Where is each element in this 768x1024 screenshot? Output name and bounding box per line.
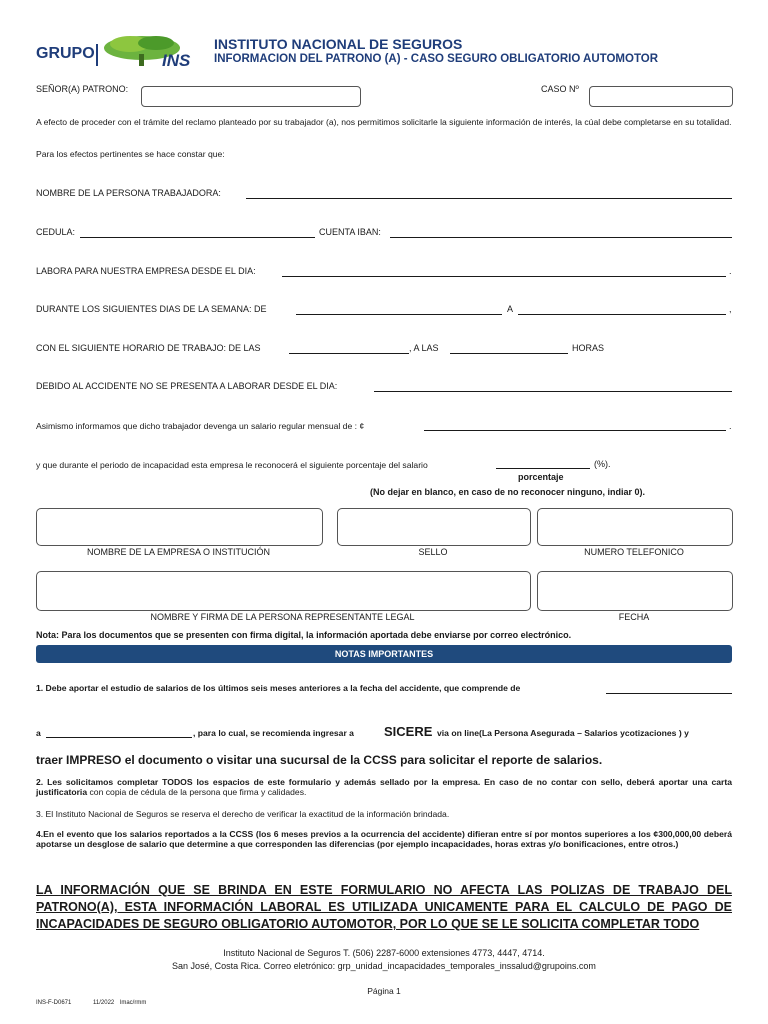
porcentaje-caption: porcentaje	[518, 472, 564, 482]
fecha-box[interactable]	[537, 571, 733, 611]
dias-label: DURANTE LOS SIGUIENTES DIAS DE LA SEMANA: DE	[36, 304, 267, 314]
notas-importantes-header: NOTAS IMPORTANTES	[36, 645, 732, 663]
firma-box[interactable]	[36, 571, 531, 611]
dias-comma: ,	[729, 304, 732, 314]
caso-label: CASO Nº	[541, 84, 579, 94]
firma-label: NOMBRE Y FIRMA DE LA PERSONA REPRESENTANTE LEGAL	[150, 612, 415, 622]
header-subtitle: INFORMACION DEL PATRONO (A) - CASO SEGURO OBLIGATORIO AUTOMOTOR	[214, 53, 659, 65]
no-blanco-note: (No dejar en blanco, en caso de no reconocer ninguno, indiar 0).	[370, 487, 646, 497]
cedula-label: CEDULA:	[36, 227, 76, 237]
horario-alas-label: , A LAS	[409, 343, 439, 353]
salario-label: Asimismo informamos que dicho trabajador devenga un salario regular mensual de : ¢	[36, 421, 365, 431]
note-4: 4.En el evento que los salarios reportados a la CCSS (los 6 meses previos a la ocurrencia del accidente) difieran entre sí por montos superiores a los ¢300,000,00 deberá apotarse un desglose de salario que determine a que corresponden las diferencias (por ejemplo incapacidades, horas extras y/o bonificaciones, entre otros.)	[36, 829, 732, 849]
labora-period: .	[729, 266, 732, 276]
nombre-label: NOMBRE DE LA PERSONA TRABAJADORA:	[36, 188, 221, 198]
caso-field[interactable]	[589, 86, 733, 107]
note-1-desde-field[interactable]	[606, 683, 732, 694]
nombre-field[interactable]	[246, 188, 732, 199]
iban-label: CUENTA IBAN:	[319, 227, 381, 237]
labora-label: LABORA PARA NUESTRA EMPRESA DESDE EL DIA:	[36, 266, 256, 276]
iban-field[interactable]	[390, 227, 732, 238]
header-title: INSTITUTO NACIONAL DE SEGUROS	[214, 36, 463, 52]
horario-label: CON EL SIGUIENTE HORARIO DE TRABAJO: DE LAS	[36, 343, 261, 353]
ins-logo-text: INS	[162, 51, 191, 70]
sello-label: SELLO	[418, 547, 448, 557]
telefono-label: NUMERO TELEFONICO	[584, 547, 684, 557]
fecha-label: FECHA	[618, 612, 650, 622]
patrono-field[interactable]	[141, 86, 361, 107]
dias-a-label: A	[507, 304, 514, 314]
sello-box[interactable]	[337, 508, 531, 546]
note-1-line-3: traer IMPRESO el documento o visitar una sucursal de la CCSS para solicitar el reporte de salarios.	[36, 753, 603, 767]
note-3: 3. El Instituto Nacional de Seguros se reserva el derecho de verificar la exactitud de la información brindada.	[36, 809, 450, 819]
porcentaje-field[interactable]	[496, 458, 590, 469]
accidente-field[interactable]	[374, 381, 732, 392]
empresa-label: NOMBRE DE LA EMPRESA O INSTITUCIÓN	[86, 547, 271, 557]
note-1-mid: , para lo cual, se recomienda ingresar a	[193, 728, 354, 738]
intro-text: A efecto de proceder con el trámite del reclamo planteado por su trabajador (a), nos permitimos solicitarle la siguiente información de interés, la cúal debe completarse en su totalidad.	[36, 117, 732, 127]
nota-digital: Nota: Para los documentos que se presenten con firma digital, la información aportada debe enviarse por correo electrónico.	[36, 630, 572, 640]
disclaimer: LA INFORMACIÓN QUE SE BRINDA EN ESTE FORMULARIO NO AFECTA LAS POLIZAS DE TRABAJO DEL PATRONO(A), ESTA INFORMACIÓN LABORAL ES UTILIZADA UNICAMENTE PARA EL CALCULO DE PAGO DE INCAPACIDADES DE SEGURO OBLIGATORIO AUTOMOTOR, POR LO QUE SE LE SOLICITA COMPLETAR TODO	[36, 883, 732, 931]
footer-line-1: Instituto Nacional de Seguros T. (506) 2287-6000 extensiones 4773, 4447, 4714.	[223, 948, 545, 958]
note-1-end: via on line(La Persona Asegurada – Salarios ycotizaciones ) y	[437, 728, 689, 738]
horario-hasta-field[interactable]	[450, 343, 568, 354]
porcentaje-text: y que durante el periodo de incapacidad esta empresa le reconocerá el siguiente porcentaje del salario	[36, 460, 428, 470]
telefono-box[interactable]	[537, 508, 733, 546]
horario-desde-field[interactable]	[289, 343, 409, 354]
note-1-a: a	[36, 728, 41, 738]
form-code: INS-F-D0671	[36, 1000, 72, 1006]
form-initials: lmac/rmm	[120, 1000, 147, 1006]
form-date: 11/2022	[93, 1000, 115, 1006]
empresa-box[interactable]	[36, 508, 323, 546]
note-1-line-1: 1. Debe aportar el estudio de salarios de los últimos seis meses anteriores a la fecha del accidente, que comprende de	[36, 683, 521, 693]
porcentaje-unit: (%).	[594, 459, 611, 469]
cedula-field[interactable]	[80, 227, 315, 238]
note-2-bold: 2. Les solicitamos completar TODOS los espacios de este formulario y además sellado por la empresa. En caso de no contar con sello, deberá aportar una carta justificatoria	[36, 777, 732, 797]
constar-text: Para los efectos pertinentes se hace constar que:	[36, 149, 225, 159]
grupo-label: GRUPO	[36, 45, 95, 62]
patrono-label: SEÑOR(A) PATRONO:	[36, 84, 129, 94]
ins-logo	[100, 30, 210, 70]
labora-field[interactable]	[282, 266, 726, 277]
salario-period: .	[729, 421, 732, 431]
header-divider	[96, 44, 98, 66]
sicere-text: SICERE	[384, 724, 433, 739]
salario-field[interactable]	[424, 420, 726, 431]
note-2-rest: con copia de cédula de la persona que firma y calidades.	[87, 787, 307, 797]
dias-desde-field[interactable]	[296, 304, 502, 315]
note-1-hasta-field[interactable]	[46, 727, 192, 738]
note-2	[36, 777, 732, 797]
dias-hasta-field[interactable]	[518, 304, 726, 315]
page-number: Página 1	[367, 986, 401, 996]
horario-horas-label: HORAS	[572, 343, 605, 353]
footer-line-2: San José, Costa Rica. Correo eletrónico: grp_unidad_incapacidades_temporales_inssalud@grupoins.com	[172, 961, 596, 971]
accidente-label: DEBIDO AL ACCIDENTE NO SE PRESENTA A LABORAR DESDE EL DIA:	[36, 381, 338, 391]
